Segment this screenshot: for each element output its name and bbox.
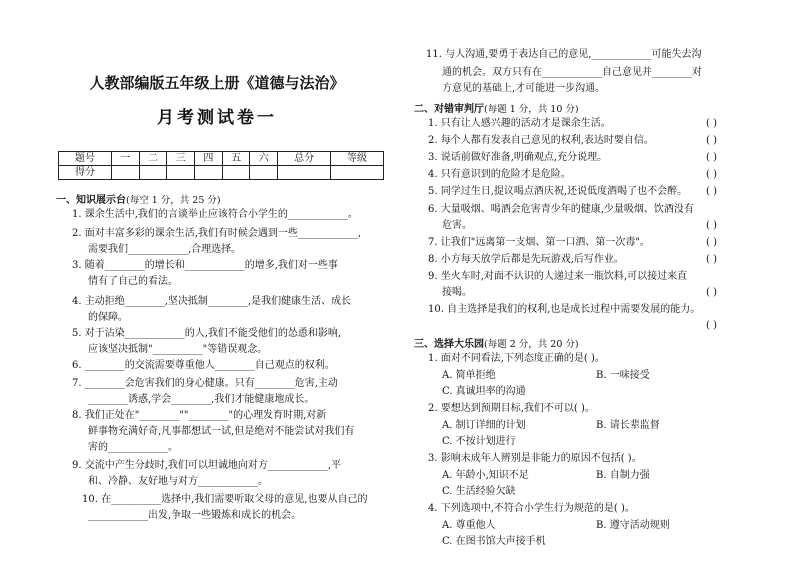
q5-line-cont: 应该坚决抵制"__________"等错误观念。 [88, 344, 268, 355]
score-cell: 四 [195, 152, 223, 166]
mc-question: 2. 要想达到预期目标,我们不可以( )。 [428, 403, 595, 414]
q7-line-cont: ________诱惑,学会________,我们才能健康地成长。 [88, 394, 315, 405]
q8-line-cont2: 害的____________。 [88, 442, 178, 453]
score-entry[interactable] [250, 166, 278, 180]
q9-line-cont: 和、冷静、友好地与对方____________。 [88, 476, 268, 487]
mc-question: 4. 下列选项中,不符合小学生行为规范的是( )。 [428, 503, 635, 514]
score-table-score-row [59, 166, 384, 180]
q6-line: 6. ________的交流需要尊重他人________自己观点的权利。 [72, 360, 335, 371]
answer-paren[interactable]: ( ) [706, 237, 717, 248]
mc-option-c[interactable]: C. 生活经验欠缺 [442, 486, 516, 497]
mc-option-b[interactable]: B. 自制力强 [596, 470, 650, 481]
score-cell: 题号 [59, 152, 112, 166]
answer-paren[interactable]: ( ) [706, 152, 717, 163]
score-cell: 二 [139, 152, 167, 166]
q5-line: 5. 对于沾染____________的人,我们不能受他们的怂恿和影响, [72, 328, 342, 339]
mc-option-a[interactable]: A. 尊重他人 [442, 520, 496, 531]
q4-line: 4. 主动拒绝________,坚决抵制________,是我们健康生活、成长 [72, 296, 352, 307]
section2-note: (每题 1 分，共 10 分) [484, 104, 579, 115]
score-entry[interactable] [222, 166, 250, 180]
answer-paren[interactable]: ( ) [706, 320, 717, 331]
section1-heading [56, 191, 221, 206]
q11-line: 11. 与人沟通,要勇于表达自己的意见,____________可能失去沟 [426, 49, 702, 60]
section1-title: 一、知识展示台 [56, 195, 126, 206]
tf-item-cont: 危害。 [442, 220, 472, 231]
mc-option-c[interactable]: C. 在图书馆大声接手机 [442, 536, 546, 547]
score-entry[interactable] [111, 166, 139, 180]
score-entry[interactable] [278, 166, 331, 180]
section2-heading [414, 100, 579, 115]
score-cell: 五 [222, 152, 250, 166]
tf-item: 4. 只有意识到的危险才是危险。 [428, 169, 571, 180]
mc-question: 1. 面对不同看法,下列态度正确的是( )。 [428, 353, 605, 364]
answer-paren[interactable]: ( ) [706, 220, 717, 231]
score-cell: 等级 [331, 152, 384, 166]
page-title: 人教部编版五年级上册《道德与法治》 [89, 74, 345, 92]
q11-line-cont2: 方意见的基础上,才可能进一步沟通。 [442, 83, 606, 94]
section3-note: (每题 2 分，共 20 分) [484, 339, 579, 350]
mc-option-c[interactable]: C. 不按计划进行 [442, 436, 516, 447]
score-entry[interactable] [195, 166, 223, 180]
q3-line-cont: 情有了自己的看法。 [88, 276, 178, 287]
mc-option-a[interactable]: A. 年龄小,知识不足 [442, 470, 529, 481]
tf-item: 5. 同学过生日,提议喝点酒庆祝,还说低度酒喝了也不会醉。 [428, 186, 688, 197]
q1-line: 1. 课余生活中,我们的言谈举止应该符合小学生的____________。 [72, 209, 358, 220]
q8-line-cont: 鲜事物充满好奇,凡事都想试一试,但是绝对不能尝试对我们有 [88, 426, 355, 437]
score-cell: 得分 [59, 166, 112, 180]
tf-item: 6. 大量吸烟、喝酒会危害青少年的健康,少量吸烟、饮酒没有 [428, 204, 694, 215]
q3-line: 3. 随着________的增长和____________的增多,我们对一些事 [72, 260, 338, 271]
answer-paren[interactable]: ( ) [706, 254, 717, 265]
tf-item: 10. 自主选择是我们的权利,也是成长过程中需要发展的能力。 [428, 304, 701, 315]
answer-paren[interactable]: ( ) [706, 135, 717, 146]
q10-line: 10. 在__________选择中,我们需要听取父母的意见,也要从自己的 [82, 494, 368, 505]
score-entry[interactable] [331, 166, 384, 180]
section1-note: (每空 1 分，共 25 分) [126, 195, 221, 206]
answer-paren[interactable]: ( ) [706, 118, 717, 129]
mc-option-b[interactable]: B. 遵守活动规则 [596, 520, 670, 531]
score-entry[interactable] [167, 166, 195, 180]
answer-paren[interactable]: ( ) [706, 186, 717, 197]
answer-paren[interactable]: ( ) [706, 287, 717, 298]
score-cell: 总分 [278, 152, 331, 166]
score-cell: 三 [167, 152, 195, 166]
tf-item: 2. 每个人都有发表自己意见的权利,表达时要自信。 [428, 135, 654, 146]
tf-item: 7. 让我们"远离第一支烟、第一口酒、第一次毒"。 [428, 237, 650, 248]
tf-item-cont: 接喝。 [442, 287, 472, 298]
mc-option-a[interactable]: A. 制订详细的计划 [442, 420, 526, 431]
mc-question: 3. 影响未成年人辨别是非能力的原因不包括( )。 [428, 453, 642, 464]
answer-paren[interactable]: ( ) [706, 169, 717, 180]
score-table [58, 151, 384, 180]
q7-line: 7. ________会危害我们的身心健康。只有________危害,主动 [72, 378, 338, 389]
score-cell: 六 [250, 152, 278, 166]
q9-line: 9. 交流中产生分歧时,我们可以坦诚地向对方____________,平 [72, 460, 342, 471]
mc-option-a[interactable]: A. 简单拒绝 [442, 370, 496, 381]
mc-option-b[interactable]: B. 请长辈监督 [596, 420, 660, 431]
score-entry[interactable] [139, 166, 167, 180]
mc-option-b[interactable]: B. 一味接受 [596, 370, 650, 381]
q2-line-cont: 需要我们____________,合理选择。 [88, 244, 242, 255]
q11-line-cont: 通的机会。双方只有在____________自己意见并________对 [442, 67, 702, 78]
q10-line-cont: ____________出发,争取一些锻炼和成长的机会。 [88, 510, 302, 521]
tf-item: 8. 小方每天放学后都是先玩游戏,后写作业。 [428, 254, 624, 265]
q8-line: 8. 我们正处在"________""________"的心理发育时期,对新 [72, 410, 327, 421]
q2-line: 2. 面对丰富多彩的课余生活,我们有时候会遇到一些____________, [72, 228, 362, 239]
tf-item: 1. 只有让人感兴趣的活动才是课余生活。 [428, 118, 611, 129]
section2-title: 二、对错审判厅 [414, 104, 484, 115]
page-subtitle: 月考测试卷一 [157, 108, 277, 128]
tf-item: 3. 说话前做好准备,明确观点,充分说理。 [428, 152, 608, 163]
section3-heading [414, 335, 579, 350]
mc-option-c[interactable]: C. 真诚坦率的沟通 [442, 386, 526, 397]
score-cell: 一 [111, 152, 139, 166]
section3-title: 三、选择大乐园 [414, 339, 484, 350]
q4-line-cont: 的保障。 [88, 312, 128, 323]
score-table-header-row [59, 152, 384, 166]
tf-item: 9. 坐火车时,对面不认识的人递过来一瓶饮料,可以接过来直 [428, 271, 688, 282]
